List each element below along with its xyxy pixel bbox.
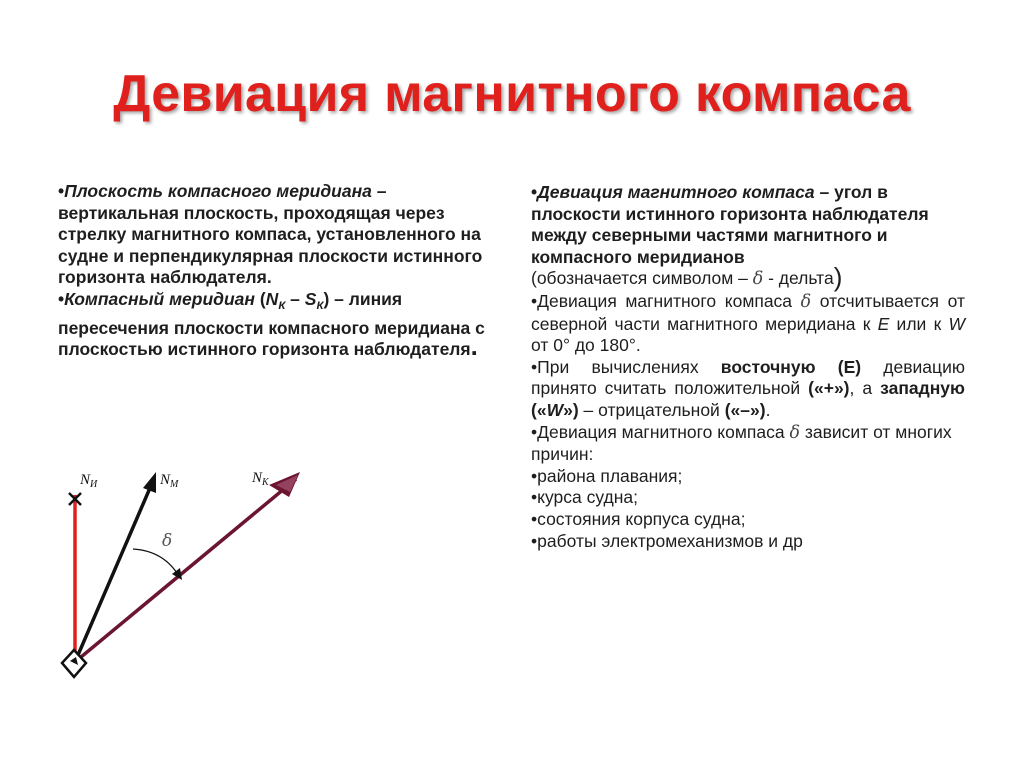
text: отсчитывается от северной части магнитного меридиана к	[531, 290, 966, 334]
compass-meridian-plane-definition	[58, 181, 490, 289]
bullet: •	[531, 182, 538, 202]
definition-text: вертикальная плоскость, проходящая через стрелку магнитного компаса, установленного на судне и перпендикулярная плоскости истинного горизонта наблюдателя.	[58, 202, 483, 288]
compass-meridian-label: $N_К$	[252, 470, 269, 488]
sk-symbol: $S_К$	[304, 288, 324, 312]
bullet: •	[531, 421, 538, 442]
magnetic-meridian-label: $N_М$	[160, 472, 179, 490]
paren-close: )	[833, 262, 843, 293]
true-meridian-label: $N_И$	[80, 472, 98, 490]
period: .	[470, 331, 478, 362]
cause-item: •района плавания;	[531, 465, 683, 486]
delta-symbol: δ	[800, 291, 812, 312]
east-code: (Е)	[837, 356, 862, 377]
slide-title: Девиация магнитного компаса	[113, 65, 911, 123]
note-text: - дельта	[763, 268, 834, 289]
text: Девиация магнитного компаса	[537, 290, 801, 311]
paren-open: (	[254, 288, 266, 309]
bullet: •	[531, 356, 538, 377]
note-text: (обозначается символом –	[531, 268, 753, 289]
deviation-definition	[531, 182, 965, 268]
text: зависит от многих причин:	[531, 421, 952, 465]
bullet: •	[58, 288, 65, 309]
bullet: •	[58, 181, 65, 201]
cause-item: •состояния корпуса судна;	[531, 508, 746, 529]
definition-text: – угол в плоскости истинного горизонта наблюдателя между северными частями магнитного и компасного меридианов	[531, 182, 929, 267]
minus-sign-label: («–»)	[724, 399, 766, 420]
compass-meridian-definition	[58, 289, 490, 361]
term-compass-meridian: Компасный меридиан	[64, 288, 255, 309]
text: Девиация магнитного компаса	[537, 421, 790, 442]
text: девиацию принято считать положительной	[531, 356, 965, 399]
text: , а	[849, 378, 881, 399]
meridians-diagram	[40, 455, 320, 695]
paren-close: )	[323, 288, 330, 309]
text: или к	[889, 313, 949, 334]
text: При вычислениях	[537, 356, 721, 377]
deviation-symbol-note	[531, 262, 965, 293]
plus-sign-label: («+»)	[808, 378, 850, 399]
west-word: западную («W»)	[531, 378, 965, 420]
deviation-counting-paragraph	[531, 291, 965, 357]
magnetic-meridian-arrowhead-icon	[143, 472, 156, 493]
term-deviation: Девиация магнитного компаса	[537, 182, 815, 202]
definitions-left-column	[58, 181, 490, 361]
delta-symbol: δ	[789, 422, 800, 443]
delta-symbol: δ	[752, 269, 764, 290]
compass-meridian-line	[75, 479, 296, 662]
magnetic-meridian-line	[75, 481, 153, 662]
text: – отрицательной	[578, 399, 725, 420]
minus-sign: –	[285, 288, 305, 309]
definitions-right-column	[531, 182, 965, 552]
bullet: •	[531, 290, 538, 311]
deviation-sign-paragraph	[531, 357, 965, 422]
cause-item: •курса судна;	[531, 487, 638, 508]
east-word: восточную	[720, 356, 816, 377]
nk-symbol: $N_К$	[265, 288, 286, 312]
text: .	[765, 399, 771, 420]
cause-item: •работы электромеханизмов и др	[531, 530, 803, 551]
deviation-angle-label: δ	[162, 531, 173, 551]
text: от 0° до 180°.	[531, 335, 641, 356]
east-letter: Е	[877, 313, 890, 334]
deviation-causes-intro	[531, 422, 965, 466]
definition-text: – линия пересечения плоскости компасного меридиана с плоскостью истинного горизонта наблюдателя	[58, 288, 485, 360]
term-compass-meridian-plane: Плоскость компасного меридиана	[64, 181, 372, 201]
west-letter: W	[948, 313, 965, 334]
dash: –	[371, 181, 387, 201]
